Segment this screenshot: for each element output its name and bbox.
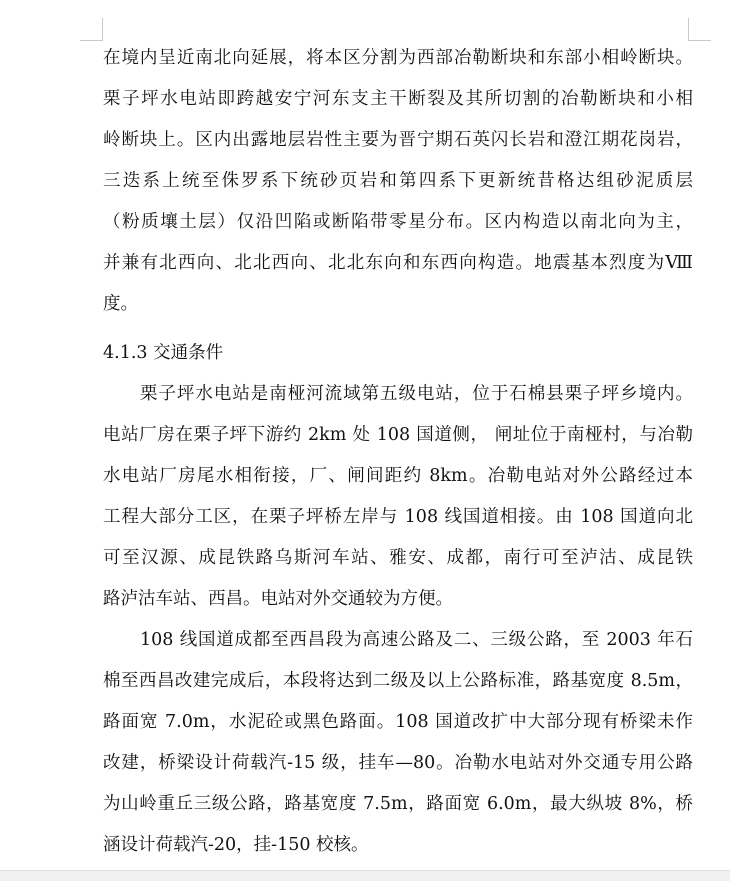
text-line: 岭断块上。区内出露地层岩性主要为晋宁期石英闪长岩和澄江期花岗岩， bbox=[103, 130, 693, 150]
text-line: 水电站厂房尾水相衔接，厂、闸间距约 8km。冶勒电站对外公路经过本 bbox=[103, 466, 693, 486]
page-corner-mark-top-left bbox=[80, 18, 103, 41]
text-line: 涵设计荷载汽-20，挂-150 校核。 bbox=[103, 835, 369, 855]
paragraph-highway bbox=[103, 620, 693, 866]
text-line: 108 线国道成都至西昌段为高速公路及二、三级公路，至 2003 年石 bbox=[140, 630, 693, 650]
text-line: 为山岭重丘三级公路，路基宽度 7.5m，路面宽 6.0m，最大纵坡 8%，桥 bbox=[103, 794, 693, 814]
text-line: 棉至西昌改建完成后，本段将达到二级及以上公路标准，路基宽度 8.5m， bbox=[103, 671, 693, 691]
text-line: 栗子坪水电站即跨越安宁河东支主干断裂及其所切割的冶勒断块和小相 bbox=[103, 89, 693, 109]
text-line: 改建，桥梁设计荷载汽-15 级，挂车—80。冶勒水电站对外交通专用公路 bbox=[103, 753, 693, 773]
text-line: 路泸沽车站、西昌。电站对外交通较为方便。 bbox=[103, 589, 453, 609]
text-line: 度。 bbox=[103, 294, 138, 314]
text-line: 栗子坪水电站是南桠河流域第五级电站，位于石棉县栗子坪乡境内。 bbox=[140, 384, 693, 404]
text-line: 可至汉源、成昆铁路乌斯河车站、雅安、成都，南行可至泸沽、成昆铁 bbox=[103, 548, 693, 568]
text-line: 电站厂房在栗子坪下游约 2km 处 108 国道侧， 闸址位于南桠村，与冶勒 bbox=[103, 425, 693, 445]
text-line: 三迭系上统至侏罗系下统砂页岩和第四系下更新统昔格达组砂泥质层 bbox=[103, 171, 693, 191]
section-heading: 4.1.3 交通条件 bbox=[103, 343, 224, 363]
paragraph-geology bbox=[103, 38, 693, 325]
text-line: （粉质壤土层）仅沿凹陷或断陷带零星分布。区内构造以南北向为主， bbox=[103, 212, 693, 232]
page-bottom-edge bbox=[0, 870, 730, 881]
text-line: 在境内呈近南北向延展，将本区分割为西部冶勒断块和东部小相岭断块。 bbox=[103, 48, 693, 68]
text-line: 工程大部分工区，在栗子坪桥左岸与 108 线国道相接。由 108 国道向北 bbox=[103, 507, 693, 527]
text-line: 路面宽 7.0m，水泥砼或黑色路面。108 国道改扩中大部分现有桥梁未作 bbox=[103, 712, 693, 732]
section-heading-transport bbox=[103, 333, 693, 374]
paragraph-transport bbox=[103, 374, 693, 620]
text-line: 并兼有北西向、北北西向、北北东向和东西向构造。地震基本烈度为Ⅷ bbox=[103, 253, 693, 273]
